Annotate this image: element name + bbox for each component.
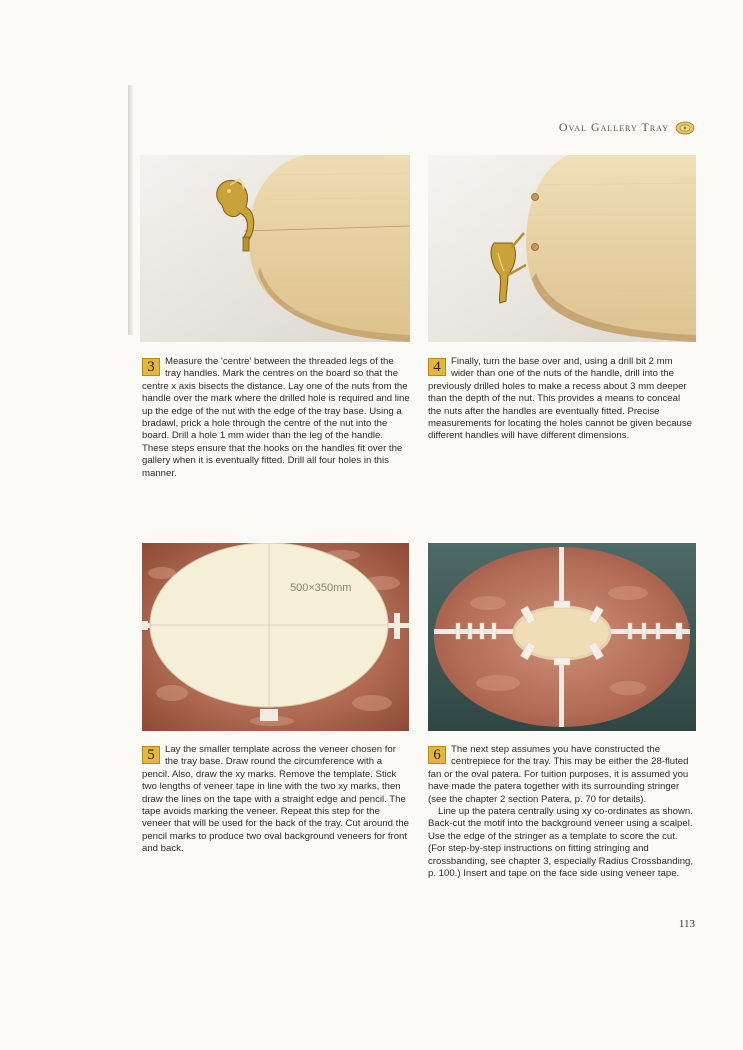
photo-step-3-handle-marking: [140, 155, 410, 342]
photo-step-4-recess-drilling: [428, 155, 696, 342]
step-number-badge: 5: [142, 746, 160, 764]
step-number-badge: 3: [142, 358, 160, 376]
template-size-label: 500×350mm: [290, 582, 352, 594]
photo-step-6-patera-inserted: [428, 543, 696, 731]
page-number: 113: [678, 918, 695, 930]
photo-step-5-template-on-veneer: [142, 543, 409, 731]
rose-ornament-icon: [675, 121, 695, 135]
binding-shadow: [128, 85, 134, 335]
step-3: [142, 356, 410, 480]
step-number-badge: 6: [428, 746, 446, 764]
running-head: [559, 120, 695, 135]
running-title: Oval Gallery Tray: [558, 120, 669, 134]
step-6: [428, 744, 696, 880]
step-5: [142, 744, 410, 856]
step-number-badge: 4: [428, 358, 446, 376]
step-paragraph: The next step assumes you have constructed the centrepiece for the tray. This may be either the 28-fluted fan or the oval patera. For tuition purposes, it is assumed you have made the patera together with its surrounding stringer (see the chapter 2 section Patera, p. 70 for details).: [428, 744, 689, 805]
step-paragraph: Line up the patera centrally using xy co-ordinates as shown. Back-cut the motif into the background veneer using a scalpel. Use the edge of the stringer as a template to score the cut. (For step-by-step instructions on fitting stringing and crossbanding, see chapter 3, especially Radius Crossbanding, p. 100.) Insert and tape on the face side using veneer tape.: [428, 806, 694, 880]
step-paragraph: Measure the 'centre' between the threaded legs of the tray handles. Mark the centres on the board so that the centre x axis bisects the distance. Lay one of the nuts from the handle over the mark where the drilled hole is required and line up the edge of the nut with the edge of the tray base. Using a bradawl, prick a hole through the centre of the nut into the board. Drill a hole 1 mm wider than the leg of the handle. These steps ensure that the hooks on the handles fit over the gallery when it is eventually fitted. Drill all four holes in this manner.: [142, 356, 410, 479]
step-paragraph: Finally, turn the base over and, using a drill bit 2 mm wider than one of the nuts of the handle, drill into the previously drilled holes to make a recess about 3 mm deeper than the depth of the nut. This provides a means to conceal the nuts after the handles are eventually fitted. Precise measurements for locating the holes cannot be given because different handles will have different dimensions.: [428, 356, 692, 442]
step-paragraph: Lay the smaller template across the veneer chosen for the tray base. Draw round the circumference with a pencil. Also, draw the xy marks. Remove the template. Stick two lengths of veneer tape in line with the two xy marks, then draw the lines on the tape with a straight edge and pencil. The tape avoids marking the veneer. Repeat this step for the veneer that will be used for the back of the tray. Cut around the pencil marks to produce two oval background veneers for front and back.: [142, 744, 410, 855]
step-4: [428, 356, 696, 443]
